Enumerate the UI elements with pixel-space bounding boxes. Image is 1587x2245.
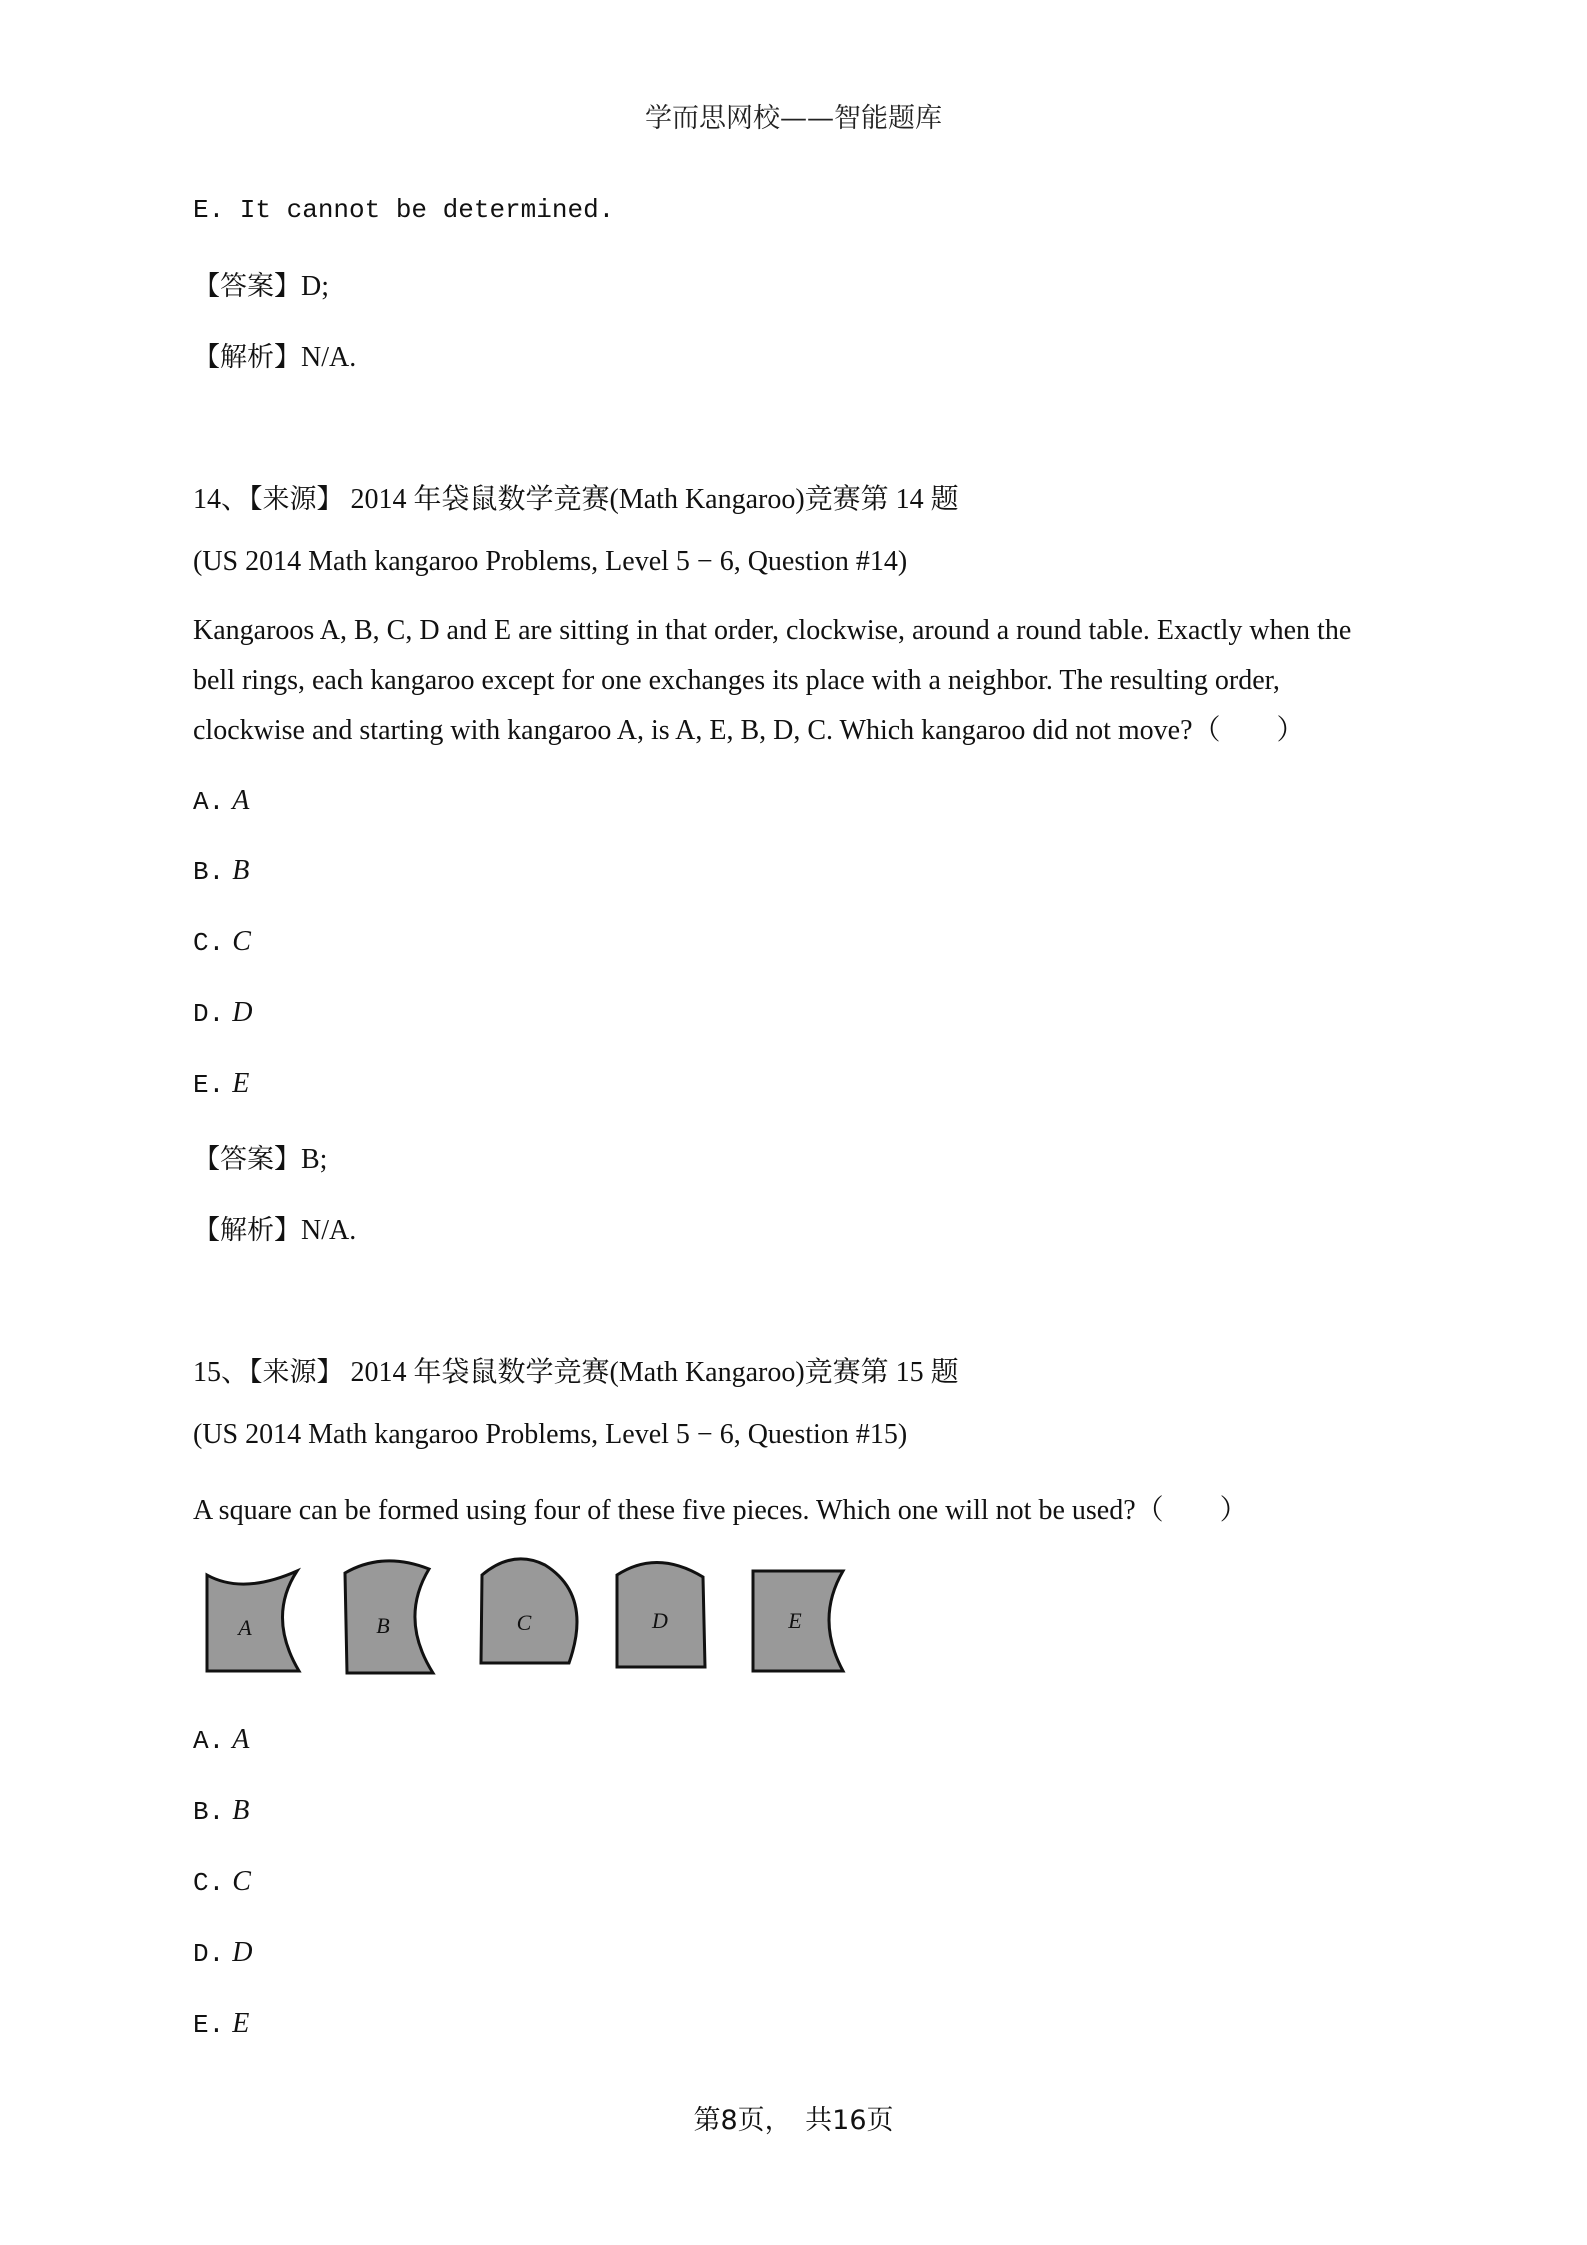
option-label: C. (193, 928, 225, 958)
q14-option-d[interactable] (193, 997, 252, 1029)
analysis-value: N/A. (301, 342, 357, 373)
analysis-tag: 【解析】 (193, 342, 301, 373)
option-value: E (232, 2008, 250, 2039)
option-value: C (232, 1866, 251, 1897)
piece-c-label: C (516, 1610, 532, 1635)
q14-stem-line3: clockwise and starting with kangaroo A, is A, E, B, D, C. Which kangaroo did not move?（ ） (193, 715, 1305, 746)
q15-option-b[interactable] (193, 1795, 249, 1827)
q14-answer (193, 1137, 327, 1176)
piece-d-label: D (652, 1608, 668, 1633)
option-label: A. (193, 787, 225, 817)
option-label: A. (193, 1726, 225, 1756)
q14-number: 14、 (193, 484, 250, 515)
option-label: B. (193, 857, 225, 887)
prev-analysis (193, 335, 356, 374)
q15-source-tag: 【来源】 (249, 1357, 344, 1388)
option-value: C (232, 926, 251, 957)
prev-option-e: E. It cannot be determined. (193, 195, 615, 225)
pieces-figure (193, 1555, 873, 1685)
answer-tag: 【答案】 (193, 271, 301, 302)
answer-value: B; (301, 1144, 328, 1175)
q14-stem-line1: Kangaroos A, B, C, D and E are sitting in that order, clockwise, around a round table. Exactly when the (193, 615, 1352, 646)
q15-reference: (US 2014 Math kangaroo Problems, Level 5 − 6, Question #15) (193, 1419, 908, 1450)
piece-e-label: E (788, 1608, 802, 1633)
q15-option-d[interactable] (193, 1937, 252, 1969)
page-footer: 第8页， 共16页 (693, 2105, 894, 2136)
q14-stem-line2: bell rings, each kangaroo except for one exchanges its place with a neighbor. The resulting order, (193, 665, 1280, 696)
q15-stem: A square can be formed using four of these five pieces. Which one will not be used?（ ） (193, 1495, 1248, 1526)
q15-option-e[interactable] (193, 2008, 249, 2040)
q14-analysis (193, 1208, 356, 1247)
q15-number: 15、 (193, 1357, 250, 1388)
q14-option-a[interactable] (193, 785, 249, 817)
piece-a-shape (207, 1571, 299, 1671)
option-value: B (232, 1795, 250, 1826)
option-label: D. (193, 1939, 225, 1969)
option-label: C. (193, 1868, 225, 1898)
q14-source-text: 2014 年袋鼠数学竞赛(Math Kangaroo)竞赛第 14 题 (350, 484, 959, 515)
option-value: E (232, 1068, 250, 1099)
q14-reference: (US 2014 Math kangaroo Problems, Level 5 − 6, Question #14) (193, 546, 908, 577)
option-value: A (232, 1724, 250, 1755)
q14-option-b[interactable] (193, 855, 249, 887)
q14-option-e[interactable] (193, 1068, 249, 1100)
q15-option-a[interactable] (193, 1724, 249, 1756)
option-label: E. (193, 1070, 225, 1100)
q14-source (193, 477, 959, 517)
q15-source-text: 2014 年袋鼠数学竞赛(Math Kangaroo)竞赛第 15 题 (350, 1357, 959, 1388)
option-label: B. (193, 1797, 225, 1827)
analysis-tag: 【解析】 (193, 1215, 301, 1246)
page-header: 学而思网校——智能题库 (645, 103, 942, 134)
piece-b-label: B (376, 1613, 390, 1638)
option-value: B (232, 855, 250, 886)
option-value: D (232, 1937, 253, 1968)
prev-answer (193, 264, 329, 303)
q14-source-tag: 【来源】 (249, 484, 344, 515)
option-value: A (232, 785, 250, 816)
piece-a-label: A (238, 1615, 252, 1640)
answer-tag: 【答案】 (193, 1144, 301, 1175)
option-label: D. (193, 999, 225, 1029)
q15-source (193, 1350, 959, 1390)
q14-option-c[interactable] (193, 926, 251, 958)
answer-value: D; (301, 271, 329, 302)
analysis-value: N/A. (301, 1215, 357, 1246)
q15-option-c[interactable] (193, 1866, 251, 1898)
option-label: E. (193, 2010, 225, 2040)
q14-stem (193, 606, 1393, 756)
option-value: D (232, 997, 253, 1028)
